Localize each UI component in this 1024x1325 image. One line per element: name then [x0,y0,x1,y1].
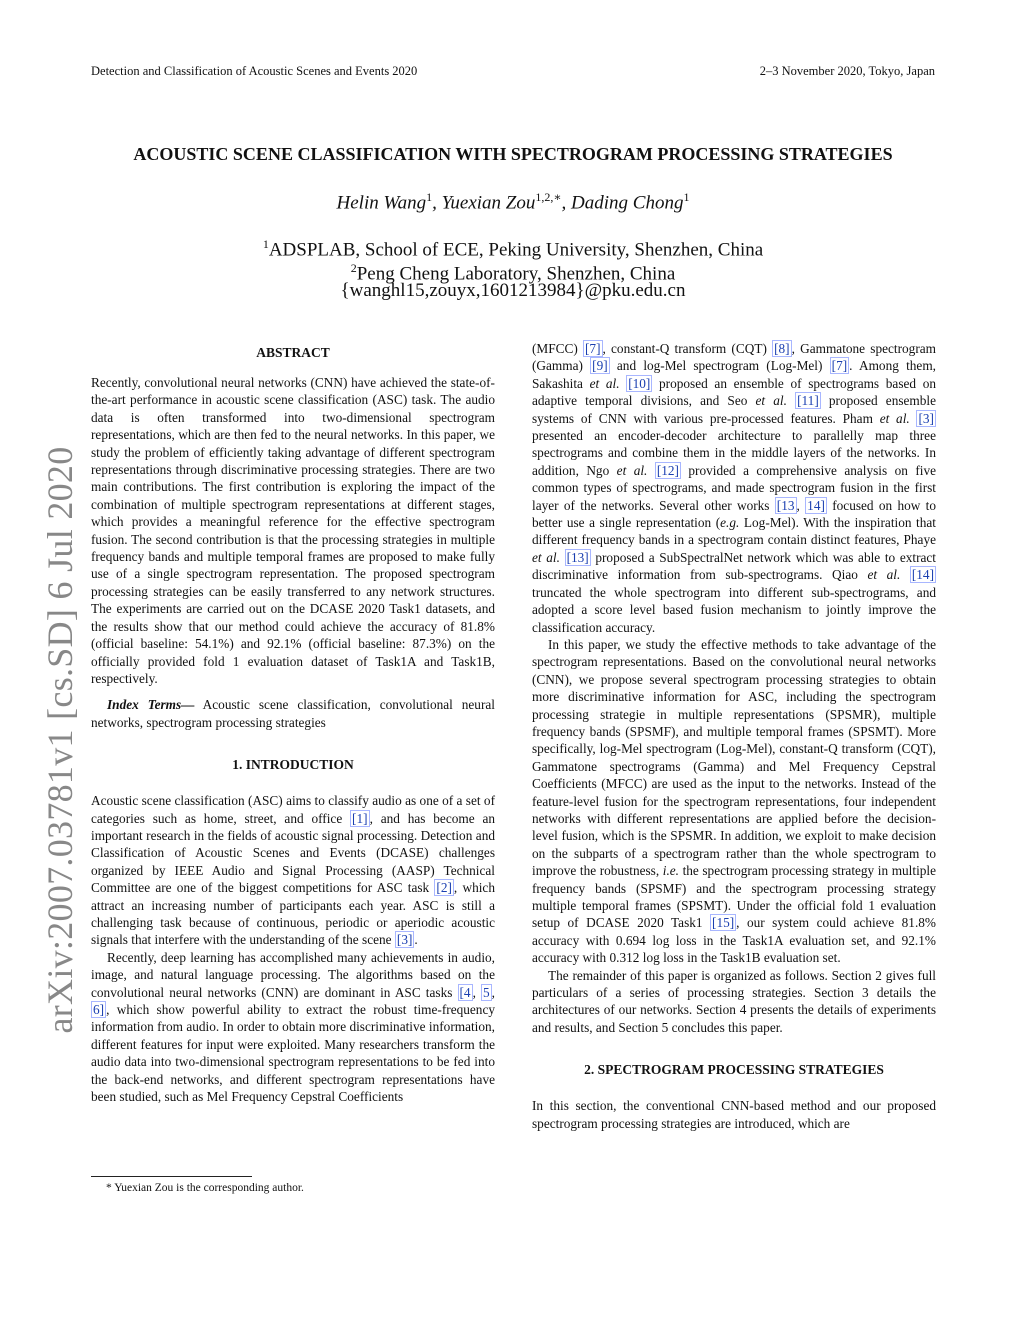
intro-paragraph-2: Recently, deep learning has accomplished many achievements in audio, image, and natural language processing. The algorithms based on the convolutional neural networks (CNN) are dominant in ASC tasks [4 , 5 , 6] , which show powerful ability to extract the robust time-frequency information from audio. In order to obtain more discriminative information, different features for input were exploited. Many researchers transform the audio data into two-dimensional spectrogram representations to be fed into the back-end networks, and different spectrogram representations have been studied, such as Mel Frequency Cepstral Coefficients [91,949,495,1105]
left-column [91,340,495,1105]
citation-link[interactable]: [14] [911,567,934,583]
citation-link[interactable]: [1] [352,810,368,826]
organization-paragraph: The remainder of this paper is organized as follows. Section 2 gives full particulars of a series of processing strategies. Section 3 details the architectures of our networks. Section 4 presents the details of experiments and results, and Section 5 concludes this paper. [532,967,936,1035]
citation-link[interactable]: 5 [483,984,490,1000]
index-terms: Index Terms— Acoustic scene classification, convolutional neural networks, spectrogram processing strategies [91,697,495,730]
email-line: {wanghl15,zouyx,1601213984}@pku.edu.cn [340,280,686,301]
author-affiliation-mark: 1,2,∗ [535,190,562,204]
author-name: Yuexian Zou [441,192,536,214]
running-header-left: Detection and Classification of Acoustic Scenes and Events 2020 [91,64,418,78]
citation-link[interactable]: [13 [776,497,795,513]
intro-paragraph-1: Acoustic scene classification (ASC) aims to classify audio as one of a set of categories such as home, street, and office [1] , and has become an important research in the fields of acoustic signal processing. Detection and Classification of Acoustic Scenes and Events (DCASE) challenges organized by IEEE Audio and Signal Processing (AASP) Technical Committee are one of the biggest competitions for ASC task [2] , which attract an increasing number of participants each year. ASC is still a challenging task because of continuous, periodic or aperiodic acoustic signals that interfere with the understanding of the scene [3] . [91,793,495,948]
citation-link[interactable]: [15] [712,915,735,931]
abstract-heading: ABSTRACT [256,345,330,360]
contribution-paragraph: In this paper, we study the effective methods to take advantage of the spectrogram representations. Based on the convolutional neural networks (CNN), we propose several spectrogram processing strategies to obtain more discriminative information for ASC, including the spectrogram processing strategie in multiple representations (SPSMR), multiple frequency bands (SPSMF), and multiple temporal frames (SPSMT). More specifically, log-Mel spectrogram (Log-Mel), constant-Q transform (CQT), Gammatone spectrograms (Gamma) and Mel Frequency Cepstral Coefficients (MFCC) are used as the input to the networks. Instead of the feature-level fusion for the spectrogram representations, four independent networks with different representations are applied before the decision-level fusion, which is the SPSMR. In addition, we exploit to make decision on the subparts of a spectrogram rather than the whole spectrogram to improve the robustness, i.e. the spectrogram processing strategy in multiple frequency bands (SPSMF) and the spectrogram processing strategy multiple temporal frames (SPSMT). Under the official fold 1 evaluation setup of DCASE 2020 Task1 [15] , our system could achieve 81.8% accuracy with 0.694 log loss in the Task1A evaluation set, and 92.1% accuracy with 0.312 log loss in the Task1B evaluation set. [532,636,937,966]
citation-link[interactable]: [7] [831,358,848,374]
section-heading-spectrogram-strategies: 2. SPECTROGRAM PROCESSING STRATEGIES [584,1062,884,1078]
author-name: Dading Chong [571,192,684,214]
citation-link[interactable]: [11] [797,393,819,409]
footnote: * Yuexian Zou is the corresponding author. [106,1182,304,1194]
paper-title: ACOUSTIC SCENE CLASSIFICATION WITH SPECTROGRAM PROCESSING STRATEGIES [133,144,893,164]
citation-link[interactable]: [13] [566,549,589,565]
section-heading-introduction: 1. INTRODUCTION [232,757,354,773]
citation-link[interactable]: 14] [807,497,825,513]
author-affiliation-mark: 1 [426,190,433,204]
citation-link[interactable]: [3] [396,932,413,948]
author-affiliation-mark: 1 [683,190,690,204]
arxiv-identifier: arXiv:2007.03781v1 [cs.SD] 6 Jul 2020 [40,446,80,1034]
running-header-right: 2–3 November 2020, Tokyo, Japan [759,64,935,78]
affiliation-line: $^2$Peng Cheng Laboratory, Shenzhen, China [350,261,676,285]
related-work-paragraph: (MFCC) [7] , constant-Q transform (CQT) [8] , Gammatone spectrogram (Gamma) [9] and log-Mel spectrogram (Log-Mel) [7] . Among them, Sakashita et al. [10] proposed an ensemble of spectrograms based on adaptive temporal divisions, and Seo et al. [11] proposed ensemble systems of CNN with various pre-processed features. Pham et al. [3] presented an encoder-decoder architecture to parallelly map three spectrograms and combine them in the middle layers of the networks. In addition, Ngo et al. [12] provided a comprehensive analysis on five common types of spectrograms, and made spectrogram fusion in the first layer of the networks. Several other works [13 , 14] focused on how to better use a single representation (e.g. Log-Mel). With the inspiration that different frequency bands in a spectrogram contain distinct features, Phaye et al. [13] proposed a SubSpectralNet network which was able to extract discriminative information from sub-spectrograms. Qiao et al. [14] truncated the whole spectrogram into different sub-spectrograms, and adopted a score level based fusion mechanism to jointly improve the classification accuracy. [532,341,937,635]
citation-link[interactable]: [12] [656,462,679,478]
author-list: Helin Wang$^1$, Yuexian Zou$^{1,2,∗}$, Dading Chong$^1$ [336,190,690,214]
affiliation-line: $^1$ADSPLAB, School of ECE, Peking University, Shenzhen, China [262,237,764,261]
citation-link[interactable]: [7] [585,341,601,356]
citation-link[interactable]: [9] [592,358,608,374]
section2-paragraph: In this section, the conventional CNN-based method and our proposed spectrogram processing strategies are introduced, which are [532,1098,936,1131]
right-column [532,340,936,1132]
abstract-text: Recently, convolutional neural networks (CNN) have achieved the state-of-the-art performance in acoustic scene classification (ASC) task. The audio data is often transformed into two-dimensional spectrogram representations, which are then fed to the neural networks. In this paper, we study the problem of efficiently taking advantage of different spectrogram representations through discriminative processing strategies. There are two main contributions. The first contribution is exploring the impact of the combination of multiple spectrogram representations at different stages, which provides a meaningful reference for the effective spectrogram fusion. The second contribution is that the processing strategies in multiple frequency bands and multiple temporal frames are proposed to make fully use of a single spectrogram representation. The proposed spectrogram processing strategies can be easily transferred to any network structures. The experiments are carried out on the DCASE 2020 Task1 datasets, and the results show that our method could achieve the accuracy of 81.8% (official baseline: 54.1%) and 92.1% (official baseline: 87.3%) on the officially provided fold 1 evaluation dataset of Task1A and Task1B, respectively. [91,375,495,686]
citation-link[interactable]: 6] [93,1002,105,1017]
citation-link[interactable]: [3] [918,410,934,426]
citation-link[interactable]: [2] [436,880,452,896]
citation-link[interactable]: [4 [459,984,471,1000]
citation-link[interactable]: [8] [774,341,790,356]
author-name: Helin Wang [336,192,427,214]
citation-link[interactable]: [10] [628,375,651,391]
footnote-rule [91,1176,252,1177]
